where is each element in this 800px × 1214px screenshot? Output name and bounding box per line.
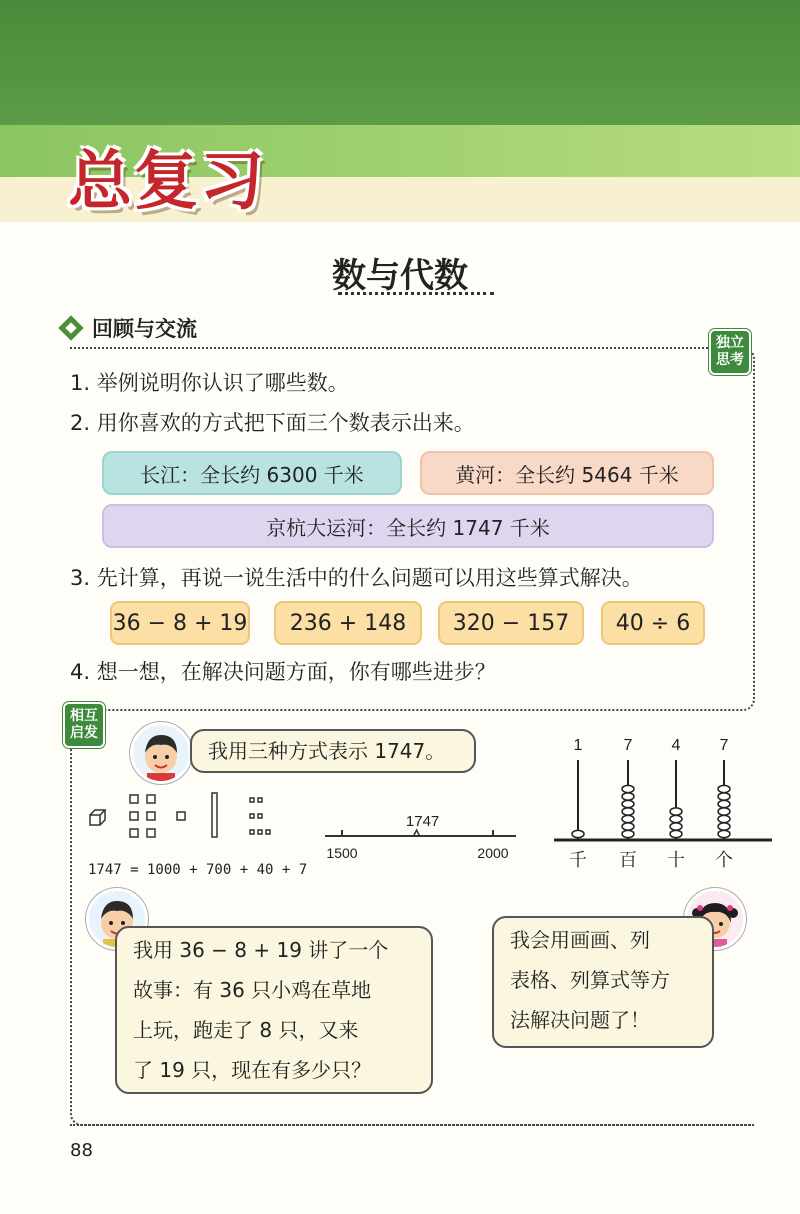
abacus-bead xyxy=(622,785,634,792)
abacus-place-label: 十 xyxy=(667,850,685,870)
abacus-bead xyxy=(622,793,634,800)
abacus-digit-label: 7 xyxy=(623,737,633,754)
question-3: 3. 先计算，再说一说生活中的什么问题可以用这些算式解决。 xyxy=(70,566,643,590)
header-banner xyxy=(0,0,800,222)
river-yangtze-card: 长江：全长约 6300 千米 xyxy=(102,451,402,495)
abacus-bead xyxy=(622,823,634,830)
tag-line-1: 独立 xyxy=(716,335,744,351)
chapter-title: 总复习 xyxy=(68,145,266,219)
abacus-bead xyxy=(622,815,634,822)
canal-card: 京杭大运河：全长约 1747 千米 xyxy=(102,504,714,548)
abacus-bead xyxy=(718,815,730,822)
expression-card: 36 − 8 + 19 xyxy=(110,601,250,645)
banner-dark-band xyxy=(0,0,800,125)
abacus-digit-label: 4 xyxy=(671,737,681,754)
abacus-bead xyxy=(670,808,682,815)
abacus-bead xyxy=(718,800,730,807)
question-4: 4. 想一想，在解决问题方面，你有哪些进步？ xyxy=(70,660,496,684)
number-line-end-label: 2000 xyxy=(477,845,509,861)
abacus-digit-label: 1 xyxy=(573,737,583,754)
diamond-bullet-icon xyxy=(58,315,83,340)
expression-card: 320 − 157 xyxy=(438,601,584,645)
abacus-place-label: 百 xyxy=(619,850,637,870)
story-line: 上玩，跑走了 8 只，又来 xyxy=(133,1018,359,1042)
mutual-inspiration-tag xyxy=(63,702,105,748)
base-ten-blocks-drawing xyxy=(85,790,285,846)
abacus-bead xyxy=(718,830,730,837)
decomposition-equation: 1747 = 1000 + 700 + 40 + 7 xyxy=(88,862,308,878)
abacus-bead xyxy=(670,830,682,837)
expression-card: 236 + 148 xyxy=(274,601,422,645)
speech-bubble-1747: 我用三种方式表示 1747。 xyxy=(190,729,476,773)
review-heading xyxy=(62,313,197,343)
abacus-bead xyxy=(718,823,730,830)
story-line: 我用 36 − 8 + 19 讲了一个 xyxy=(133,938,389,962)
boy-face-icon xyxy=(133,725,189,781)
tag-line-1: 相互 xyxy=(70,708,98,724)
page-number: 88 xyxy=(70,1140,93,1161)
section-title-underline xyxy=(338,292,494,295)
tag-line-2: 启发 xyxy=(70,725,98,741)
abacus-bead xyxy=(718,785,730,792)
abacus-bead xyxy=(670,815,682,822)
abacus-digit-label: 7 xyxy=(719,737,729,754)
abacus-bead xyxy=(622,800,634,807)
independent-thinking-tag xyxy=(709,329,751,375)
progress-line: 法解决问题了！ xyxy=(510,1008,650,1032)
story-line: 故事：有 36 只小鸡在草地 xyxy=(133,978,372,1002)
river-yellow-card: 黄河：全长约 5464 千米 xyxy=(420,451,714,495)
abacus-bead xyxy=(572,830,584,837)
speech-bubble-progress xyxy=(492,916,714,1048)
abacus-bead xyxy=(622,830,634,837)
progress-line: 我会用画画、列 xyxy=(510,928,650,952)
speech-bubble-story xyxy=(115,926,433,1094)
section-title: 数与代数 xyxy=(332,256,468,296)
abacus-place-label: 千 xyxy=(569,850,587,870)
abacus-bead xyxy=(718,808,730,815)
question-2: 2. 用你喜欢的方式把下面三个数表示出来。 xyxy=(70,411,475,435)
question-1: 1. 举例说明你认识了哪些数。 xyxy=(70,371,349,395)
abacus-bead xyxy=(622,808,634,815)
progress-line: 表格、列算式等方 xyxy=(510,968,670,992)
tag-line-2: 思考 xyxy=(716,352,744,368)
number-line-start-label: 1500 xyxy=(326,845,358,861)
abacus-place-label: 个 xyxy=(715,850,733,870)
number-line-marker-label: 1747 xyxy=(405,813,440,830)
inspire-box-bottom-border xyxy=(70,1124,754,1126)
abacus-bead xyxy=(718,793,730,800)
abacus-bead xyxy=(670,823,682,830)
review-heading-label: 回顾与交流 xyxy=(92,317,197,341)
story-line: 了 19 只，现在有多少只？ xyxy=(133,1058,372,1082)
number-line xyxy=(320,808,520,868)
expression-card: 40 ÷ 6 xyxy=(601,601,705,645)
boy-avatar xyxy=(130,722,192,784)
abacus xyxy=(548,732,778,877)
